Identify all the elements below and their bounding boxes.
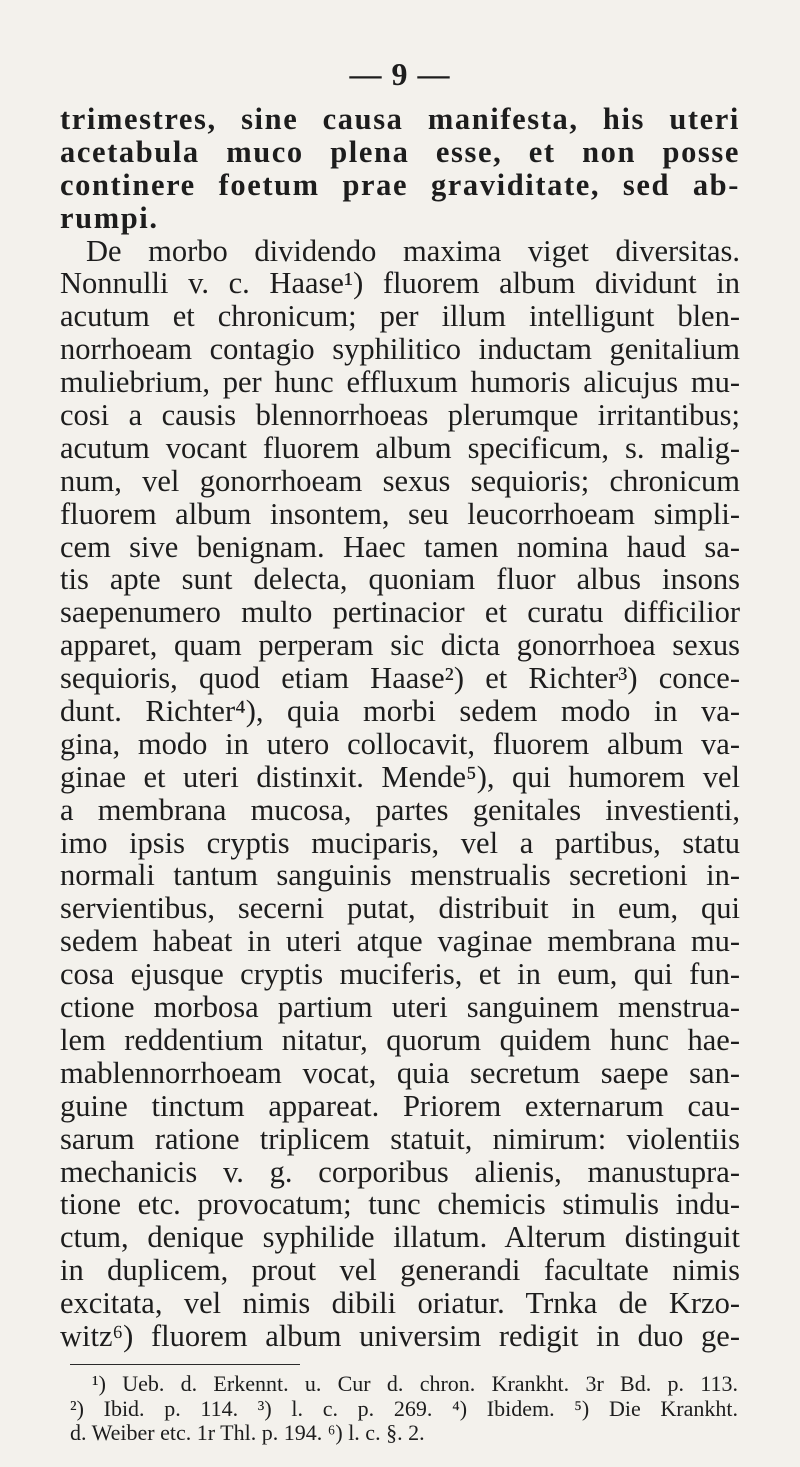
text-line: lem reddentium nitatur, quorum quidem hunc hae-: [60, 1022, 740, 1057]
text-line: ctum, denique syphilide illatum. Alterum distinguit: [60, 1220, 740, 1255]
text-line: dunt. Richter⁴), quia morbi sedem modo in va-: [60, 694, 740, 729]
main-paragraph: [60, 103, 740, 1353]
text-line: gina, modo in utero collocavit, fluorem album va-: [60, 726, 740, 761]
text-line: ginae et uteri distinxit. Mende⁵), qui humorem vel: [60, 759, 740, 794]
text-line: tis apte sunt delecta, quoniam fluor albus insons: [60, 562, 740, 597]
text-line: cosi a causis blennorrhoeas plerumque irritantibus;: [60, 398, 740, 433]
text-line: rumpi.: [60, 200, 159, 235]
text-line: ctione morbosa partium uteri sanguinem menstrua-: [60, 990, 740, 1025]
text-line: normali tantum sanguinis menstrualis secretioni in-: [60, 858, 740, 893]
page-number: — 9 —: [349, 56, 451, 92]
footnotes: [70, 1372, 738, 1446]
text-line: apparet, quam perperam sic dicta gonorrhoea sexus: [60, 628, 740, 663]
text-line: tione etc. provocatum; tunc chemicis stimulis indu-: [60, 1187, 740, 1222]
text-line: mechanicis v. g. corporibus alienis, manustupra-: [60, 1154, 740, 1189]
text-line: acetabula muco plena esse, et non posse: [60, 134, 740, 169]
text-line: norrhoeam contagio syphilitico inductam genitalium: [60, 332, 740, 367]
text-line: excitata, vel nimis dibili oriatur. Trnka de Krzo-: [60, 1286, 740, 1321]
text-line: continere foetum prae graviditate, sed ab-: [60, 167, 740, 202]
text-line: acutum vocant fluorem album specificum, s. malig-: [60, 430, 740, 465]
text-line: sedem habeat in uteri atque vaginae membrana mu-: [60, 924, 740, 959]
text-line: cosa ejusque cryptis muciferis, et in eum, qui fun-: [60, 957, 740, 992]
footnote-line: ¹) Ueb. d. Erkennt. u. Cur d. chron. Krankht. 3r Bd. p. 113.: [92, 1371, 738, 1396]
text-line: servientibus, secerni putat, distribuit in eum, qui: [60, 891, 740, 926]
text-line: a membrana mucosa, partes genitales investienti,: [60, 792, 740, 827]
text-line: imo ipsis cryptis muciparis, vel a partibus, statu: [60, 825, 740, 860]
footnote-line: ²) Ibid. p. 114. ³) l. c. p. 269. ⁴) Ibidem. ⁵) Die Krankht.: [70, 1395, 738, 1421]
text-line: witz⁶) fluorem album universim redigit in duo ge-: [60, 1318, 740, 1353]
text-line: guine tinctum appareat. Priorem externarum cau-: [60, 1088, 740, 1123]
text-line: De morbo dividendo maxima viget diversitas.: [86, 233, 740, 268]
text-line: saepenumero multo pertinacior et curatu difficilior: [60, 595, 740, 630]
text-line: sarum ratione triplicem statuit, nimirum: violentiis: [60, 1121, 740, 1156]
text-line: num, vel gonorrhoeam sexus sequioris; chronicum: [60, 463, 740, 498]
footnote-divider: [70, 1364, 300, 1365]
text-line: mablennorrhoeam vocat, quia secretum saepe san-: [60, 1055, 740, 1090]
text-line: in duplicem, prout vel generandi facultate nimis: [60, 1253, 740, 1288]
text-line: fluorem album insontem, seu leucorrhoeam simpli-: [60, 496, 740, 531]
text-line: cem sive benignam. Haec tamen nomina haud sa-: [60, 529, 740, 564]
text-line: Nonnulli v. c. Haase¹) fluorem album dividunt in: [60, 266, 740, 301]
footnote-line: d. Weiber etc. 1r Thl. p. 194. ⁶) l. c. §. 2.: [70, 1420, 425, 1445]
text-line: sequioris, quod etiam Haase²) et Richter³) conce-: [60, 661, 740, 696]
text-line: muliebrium, per hunc effluxum humoris alicujus mu-: [60, 365, 740, 400]
text-line: trimestres, sine causa manifesta, his uteri: [60, 102, 740, 136]
text-line: acutum et chronicum; per illum intelligunt blen-: [60, 299, 740, 334]
